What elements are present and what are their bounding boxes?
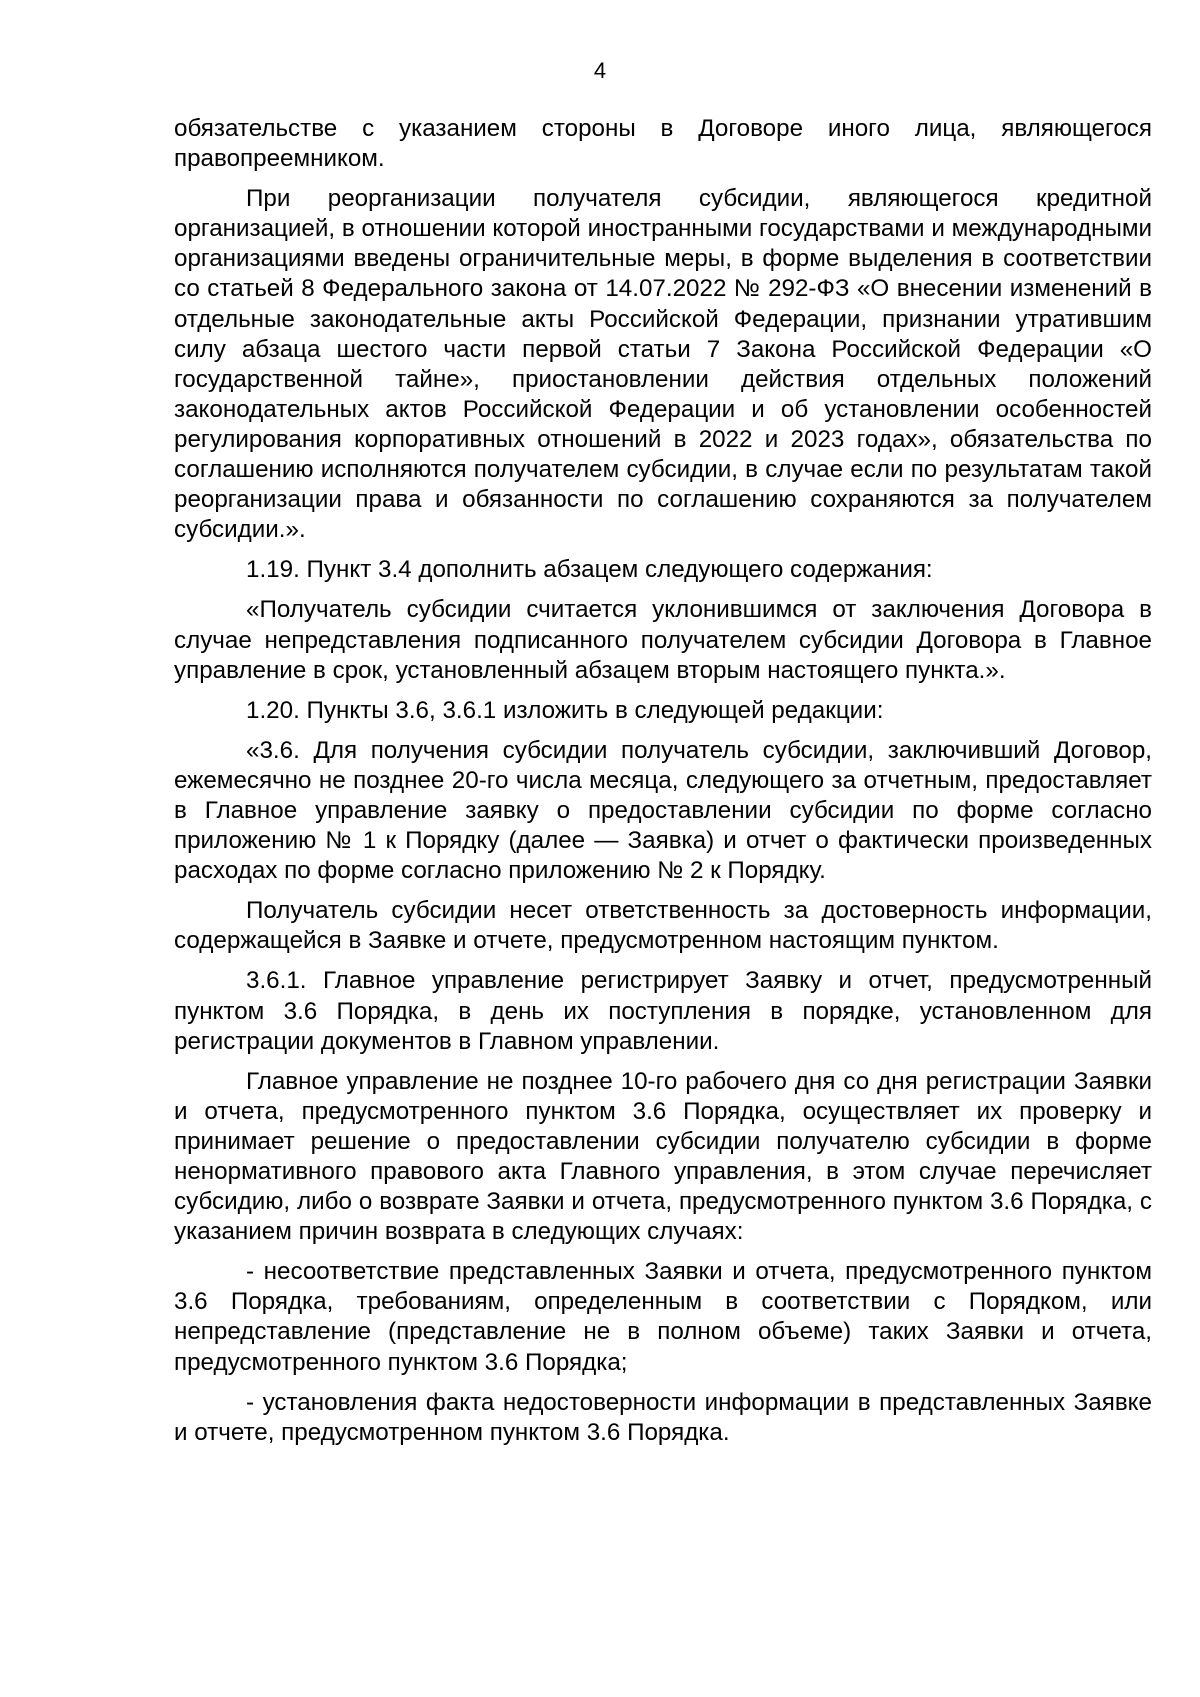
- page-number: 4: [593, 58, 607, 83]
- paragraph-responsibility: Получатель субсидии несет ответственность за достоверность информации, содержащейся в Заявке и отчете, предусмотренном настоящим пунктом.: [174, 897, 1152, 955]
- paragraph-quote-3-4: «Получатель субсидии считается уклонившимся от заключения Договора в случае непредставления подписанного получателем субсидии Договора в Главное управление в срок, установленный абзацем вторым настоящего пункта.».: [174, 596, 1152, 684]
- paragraph-item-1-19: 1.19. Пункт 3.4 дополнить абзацем следующего содержания:: [246, 556, 933, 584]
- paragraph-quote-3-6: «3.6. Для получения субсидии получатель субсидии, заключивший Договор, ежемесячно не позднее 20-го числа месяца, следующего за отчетным, предоставляет в Главное управление заявку о предоставлении субсидии по форме согласно приложению № 1 к Порядку (далее — Заявка) и отчет о фактически произведенных расходах по форме согласно приложению № 2 к Порядку.: [174, 736, 1152, 885]
- list-item-nonconformity: - несоответствие представленных Заявки и отчета, предусмотренного пунктом 3.6 Порядка, требованиям, определенным в соответствии с Порядком, или непредставление (представление не в полном объеме) таких Заявки и отчета, предусмотренного пунктом 3.6 Порядка;: [174, 1258, 1152, 1376]
- paragraph-3-6-1: 3.6.1. Главное управление регистрирует Заявку и отчет, предусмотренный пунктом 3.6 Порядка, в день их поступления в порядке, установленном для регистрации документов в Главном управлении.: [174, 967, 1152, 1055]
- document-body: [174, 114, 1152, 1458]
- paragraph-reorganization: При реорганизации получателя субсидии, являющегося кредитной организацией, в отношении которой иностранными государствами и международными организациями введены ограничительные меры, в форме выделения в соответствии со статьей 8 Федерального закона от 14.07.2022 № 292-ФЗ «О внесении изменений в отдельные законодательные акты Российской Федерации, признании утратившим силу абзаца шестого части первой статьи 7 Закона Российской Федерации «О государственной тайне», приостановлении действия отдельных положений законодательных актов Российской Федерации и об установлении особенностей регулирования корпоративных отношений в 2022 и 2023 годах», обязательства по соглашению исполняются получателем субсидии, в случае если по результатам такой реорганизации права и обязанности по соглашению сохраняются за получателем субсидии.».: [174, 185, 1152, 544]
- paragraph-continuation: обязательстве с указанием стороны в Договоре иного лица, являющегося правопреемником.: [174, 115, 1152, 173]
- paragraph-decision: Главное управление не позднее 10-го рабочего дня со дня регистрации Заявки и отчета, предусмотренного пунктом 3.6 Порядка, осуществляет их проверку и принимает решение о предоставлении субсидии получателю субсидии в форме ненормативного правового акта Главного управления, в этом случае перечисляет субсидию, либо о возврате Заявки и отчета, предусмотренного пунктом 3.6 Порядка, с указанием причин возврата в следующих случаях:: [174, 1067, 1152, 1246]
- list-item-unreliability: - установления факта недостоверности информации в представленных Заявке и отчете, предусмотренном пунктом 3.6 Порядка.: [174, 1388, 1152, 1446]
- paragraph-item-1-20: 1.20. Пункты 3.6, 3.6.1 изложить в следующей редакции:: [246, 696, 884, 724]
